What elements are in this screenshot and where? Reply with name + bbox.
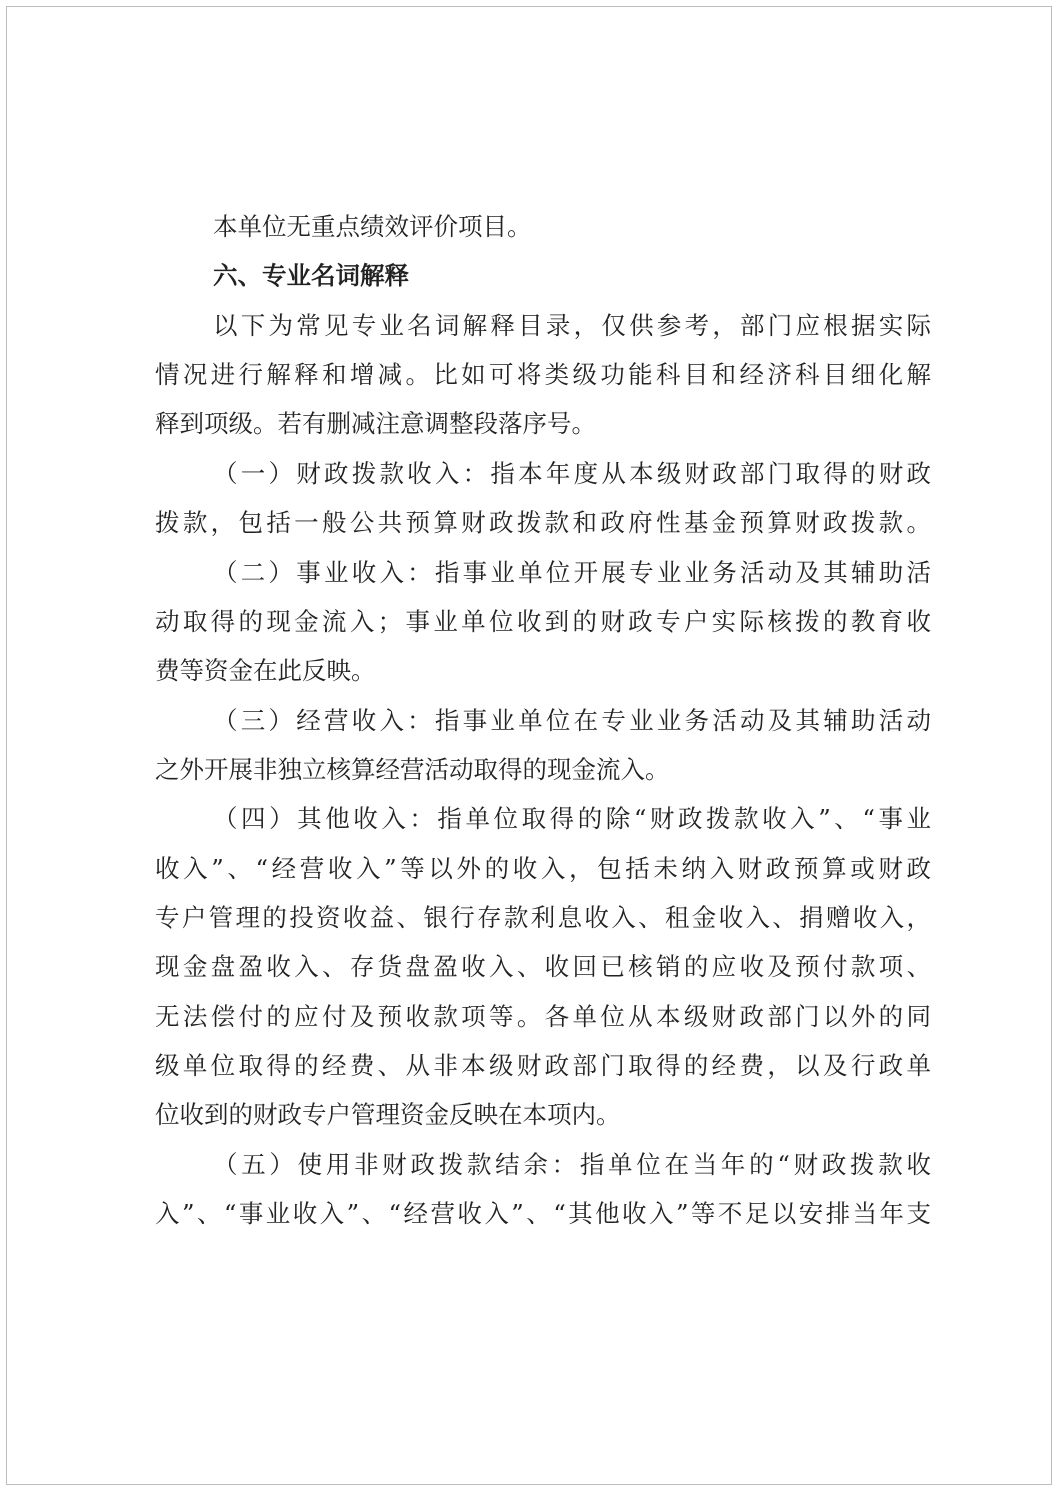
- paragraph-line: 收入”、“经营收入”等以外的收入，包括未纳入财政预算或财政: [155, 854, 931, 883]
- paragraph-line: （四）其他收入：指单位取得的除“财政拨款收入”、“事业: [213, 804, 931, 833]
- paragraph-line: 以下为常见专业名词解释目录，仅供参考，部门应根据实际: [213, 311, 931, 340]
- paragraph-line: 专户管理的投资收益、银行存款利息收入、租金收入、捐赠收入，: [155, 903, 931, 932]
- paragraph-line: （一）财政拨款收入：指本年度从本级财政部门取得的财政: [213, 459, 931, 488]
- paragraph-line: （二）事业收入：指事业单位开展专业业务活动及其辅助活: [213, 558, 931, 587]
- paragraph-line: 无法偿付的应付及预收款项等。各单位从本级财政部门以外的同: [155, 1002, 931, 1031]
- paragraph-line: 本单位无重点绩效评价项目。: [213, 212, 532, 241]
- paragraph-line: 情况进行解释和增减。比如可将类级功能科目和经济科目细化解: [155, 360, 931, 389]
- paragraph-line: 释到项级。若有删减注意调整段落序号。: [155, 409, 596, 438]
- paragraph-line: 拨款，包括一般公共预算财政拨款和政府性基金预算财政拨款。: [155, 508, 931, 537]
- paragraph-line: 位收到的财政专户管理资金反映在本项内。: [155, 1100, 621, 1129]
- paragraph-line: 现金盘盈收入、存货盘盈收入、收回已核销的应收及预付款项、: [155, 952, 931, 981]
- paragraph-line: 费等资金在此反映。: [155, 656, 376, 685]
- paragraph-line: （五）使用非财政拨款结余：指单位在当年的“财政拨款收: [213, 1150, 931, 1179]
- paragraph-line: 之外开展非独立核算经营活动取得的现金流入。: [155, 755, 670, 784]
- section-heading: 六、专业名词解释: [213, 261, 409, 290]
- page-frame: [6, 6, 1052, 1485]
- paragraph-line: 动取得的现金流入；事业单位收到的财政专户实际核拨的教育收: [155, 607, 931, 636]
- paragraph-line: 入”、“事业收入”、“经营收入”、“其他收入”等不足以安排当年支: [155, 1199, 931, 1228]
- paragraph-line: （三）经营收入：指事业单位在专业业务活动及其辅助活动: [213, 706, 931, 735]
- paragraph-line: 级单位取得的经费、从非本级财政部门取得的经费，以及行政单: [155, 1051, 931, 1080]
